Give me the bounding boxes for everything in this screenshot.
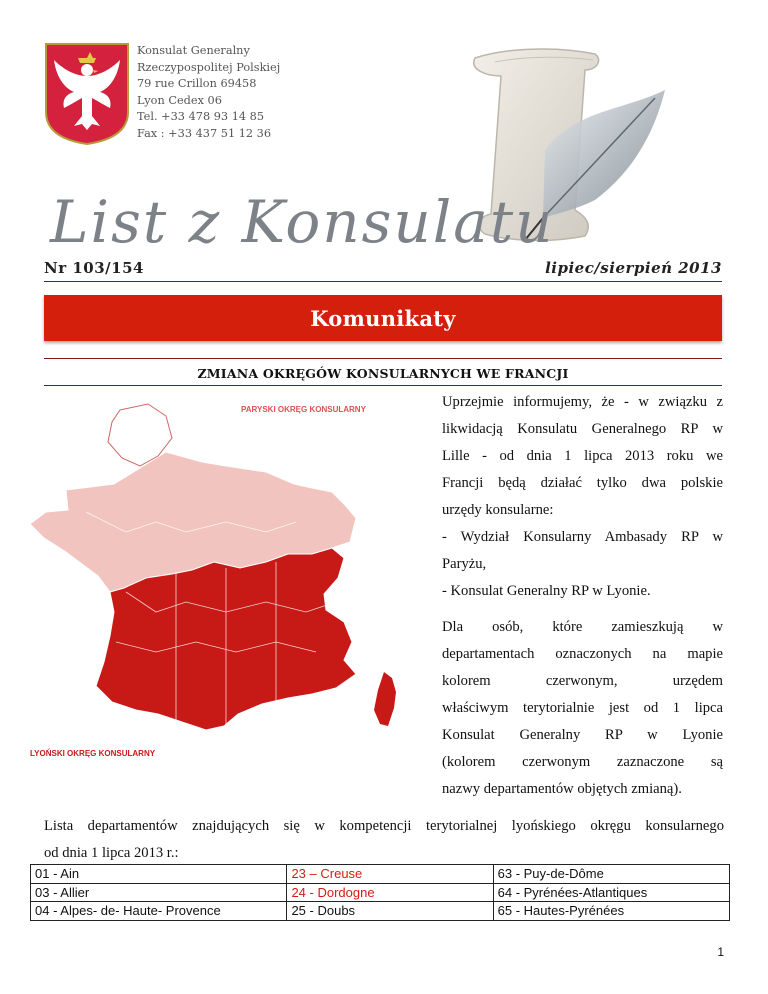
text-line: Konsulat Generalny RP w Lyonie (442, 727, 723, 743)
table-cell: 03 - Allier (31, 883, 287, 902)
article-paragraph-4 (442, 614, 723, 803)
address-line: Fax : +33 437 51 12 36 (137, 126, 272, 140)
table-cell: 23 – Creuse (287, 865, 493, 884)
banner-title: Komunikaty (310, 305, 456, 331)
section-rule-bottom (44, 385, 722, 386)
section-banner (44, 295, 722, 341)
text-line: właściwym terytorialnie jest od 1 lipca (442, 700, 723, 716)
article-paragraph-1 (442, 389, 723, 524)
table-cell: 01 - Ain (31, 865, 287, 884)
paris-district-label: PARYSKI OKRĘG KONSULARNY (241, 405, 366, 414)
text-line: urzędy konsularne: (442, 502, 554, 518)
address-line: 79 rue Crillon 69458 (137, 77, 257, 91)
page-number: 1 (717, 945, 724, 959)
article-paragraph-2 (442, 524, 723, 578)
address-line: Lyon Cedex 06 (137, 93, 222, 107)
text-line: od dnia 1 lipca 2013 r.: (44, 845, 179, 861)
department-list-intro (44, 813, 724, 867)
corsica-region (374, 672, 396, 726)
address-line: Rzeczypospolitej Polskiej (137, 60, 281, 74)
text-line: Lille - od dnia 1 lipca 2013 roku we (442, 448, 723, 464)
text-line: - Konsulat Generalny RP w Lyonie. (442, 583, 651, 599)
table-cell: 25 - Doubs (287, 902, 493, 921)
polish-emblem (44, 42, 130, 146)
lyon-district-label: LYOŃSKI OKRĘG KONSULARNY (30, 749, 156, 758)
text-line: likwidacją Konsulatu Generalnego RP w (442, 421, 723, 437)
issue-date: lipiec/sierpień 2013 (545, 259, 722, 277)
table-cell: 24 - Dordogne (287, 883, 493, 902)
text-line: departamentach oznaczonych na mapie (442, 646, 723, 662)
masthead-text: List z Konsulatu (50, 188, 555, 256)
text-line: Francji będą działać tylko dwa polskie (442, 475, 723, 491)
issue-number: Nr 103/154 (44, 259, 144, 277)
table-row (31, 865, 730, 884)
consulate-address (137, 43, 280, 143)
article-paragraph-3 (442, 578, 723, 605)
section-rule-top (44, 358, 722, 359)
header-rule (44, 281, 722, 282)
departments-table (30, 864, 730, 921)
table-cell: 04 - Alpes- de- Haute- Provence (31, 902, 287, 921)
table-cell: 65 - Hautes-Pyrénées (493, 902, 729, 921)
consular-districts-map (26, 392, 418, 762)
masthead-title (44, 176, 564, 256)
text-line: - Wydział Konsularny Ambasady RP w (442, 529, 723, 545)
text-line: kolorem czerwonym, urzędem (442, 673, 723, 689)
table-row (31, 883, 730, 902)
address-line: Konsulat Generalny (137, 44, 250, 57)
table-row (31, 902, 730, 921)
table-cell: 64 - Pyrénées-Atlantiques (493, 883, 729, 902)
text-line: nazwy departamentów objętych zmianą). (442, 781, 682, 797)
address-line: Tel. +33 478 93 14 85 (137, 110, 265, 124)
text-line: Dla osób, które zamieszkują w (442, 619, 723, 635)
text-line: Uprzejmie informujemy, że - w związku z (442, 394, 723, 410)
table-cell: 63 - Puy-de-Dôme (493, 865, 729, 884)
text-line: (kolorem czerwonym zaznaczone są (442, 754, 723, 770)
text-line: Paryżu, (442, 556, 487, 572)
text-line: Lista departamentów znajdujących się w kompetencji terytorialnej lyońskiego okręgu konsularnego (44, 818, 724, 834)
section-title: ZMIANA OKRĘGÓW KONSULARNYCH WE FRANCJI (197, 366, 569, 381)
